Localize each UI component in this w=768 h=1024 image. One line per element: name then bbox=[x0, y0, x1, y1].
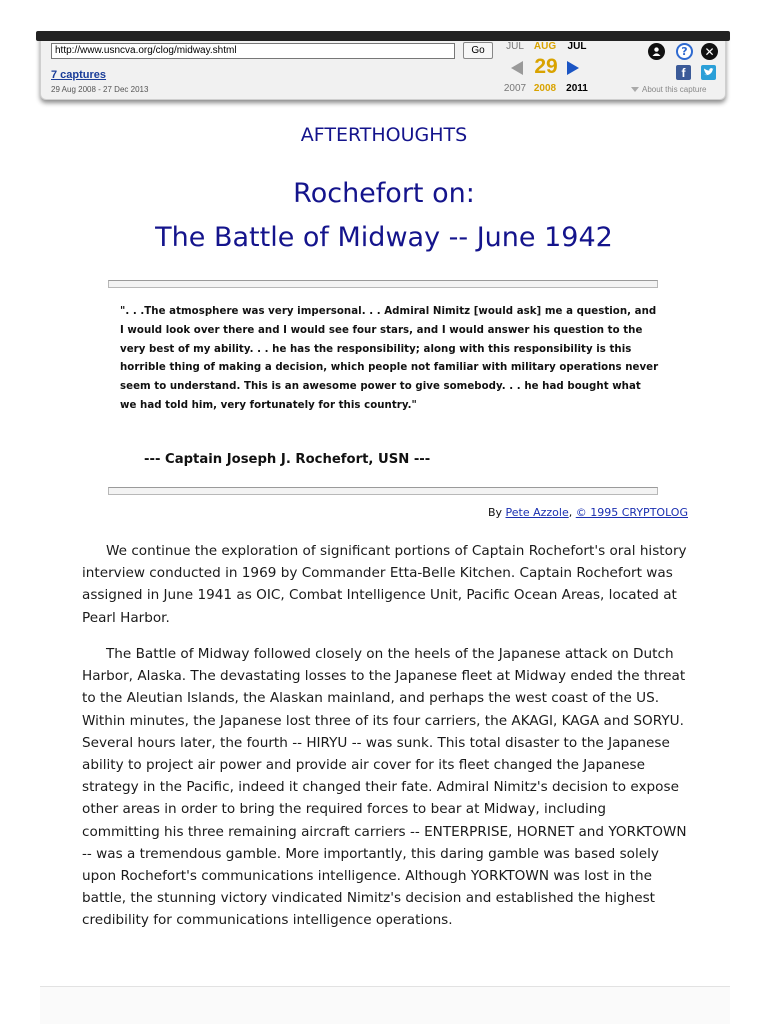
prev-year-label[interactable]: 2007 bbox=[503, 83, 527, 94]
close-icon[interactable]: ✕ bbox=[701, 43, 718, 60]
byline-separator: , bbox=[568, 506, 573, 519]
author-link[interactable]: Pete Azzole bbox=[505, 506, 569, 519]
page-title-line2: The Battle of Midway -- June 1942 bbox=[155, 222, 613, 253]
current-year-label: 2008 bbox=[533, 83, 557, 94]
divider-bottom bbox=[108, 487, 658, 495]
about-capture-label: About this capture bbox=[642, 85, 707, 94]
article-paragraph: We continue the exploration of significant portions of Captain Rochefort's oral history interview conducted in 1969 by Commander Etta-Belle Kitchen. Captain Rochefort was assigned in June 1941 as OIC, Combat Intelligence Unit, Pacific Ocean Areas, located at Pearl Harbor. bbox=[82, 543, 687, 626]
bottom-panel bbox=[40, 986, 730, 1024]
current-month-label: AUG bbox=[533, 41, 557, 52]
next-year-label[interactable]: 2011 bbox=[566, 83, 588, 94]
prev-month-label[interactable]: JUL bbox=[506, 41, 524, 52]
chevron-down-icon bbox=[631, 87, 639, 92]
rochefort-quote: ". . .The atmosphere was very impersonal. . . Admiral Nimitz [would ask] me a question, and I would look over there and I would see four stars, and I would answer his question to the very best of my ability. . . he has the responsibility; along with this responsibility is this horrible thing of making a decision, which people not familiar with military operations never seem to understand. This is an awesome power to give somebody. . . he had bought what we had told him, very fortunately for this country." bbox=[120, 306, 659, 411]
next-month-label[interactable]: JUL bbox=[567, 41, 587, 52]
prev-capture-arrow-icon[interactable] bbox=[511, 61, 523, 75]
page-title-line1: Rochefort on: bbox=[293, 178, 475, 209]
facebook-icon[interactable]: f bbox=[676, 65, 691, 80]
capture-date-range: 29 Aug 2008 - 27 Dec 2013 bbox=[51, 85, 149, 94]
byline bbox=[300, 506, 688, 519]
user-icon[interactable] bbox=[648, 43, 665, 60]
twitter-icon[interactable] bbox=[701, 65, 716, 80]
wayback-toolbar bbox=[40, 32, 726, 100]
copyright-link[interactable]: © 1995 CRYPTOLOG bbox=[575, 506, 688, 519]
url-input[interactable]: http://www.usncva.org/clog/midway.shtml bbox=[51, 43, 455, 59]
section-heading: AFTERTHOUGHTS bbox=[300, 124, 468, 146]
article-paragraph: The Battle of Midway followed closely on the heels of the Japanese attack on Dutch Harbor, Alaska. The devastating losses to the Japanese fleet at Midway ended the threat to the Aleutian Islands, the Alaskan mainland, and perhaps the west coast of the US. Within minutes, the Japanese lost three of its four carriers, the AKAGI, KAGA and SORYU. Several hours later, the fourth -- HIRYU -- was sunk. This total disaster to the Japanese ability to project air power and provide air cover for its fleet changed the Japanese strategy in the Pacific, indeed it changed their fate. Admiral Nimitz's decision to expose other areas in order to bring the required forces to bear at Midway, including committing his three remaining aircraft carriers -- ENTERPRISE, HORNET and YORKTOWN -- was a tremendous gamble. More importantly, this daring gamble was based solely upon Rochefort's communications intelligence. Although YORKTOWN was lost in the battle, the stunning victory vindicated Nimitz's decision and established the highest credibility for communications intelligence operations. bbox=[82, 646, 687, 929]
help-icon[interactable]: ? bbox=[676, 43, 693, 60]
capture-day: 29 bbox=[534, 55, 558, 78]
captures-link[interactable]: 7 captures bbox=[51, 69, 107, 81]
byline-prefix: By bbox=[487, 506, 503, 519]
about-capture-link[interactable] bbox=[631, 85, 706, 94]
next-capture-arrow-icon[interactable] bbox=[567, 61, 579, 75]
divider-top bbox=[108, 280, 658, 288]
go-button[interactable]: Go bbox=[463, 42, 493, 59]
quote-attribution: --- Captain Joseph J. Rochefort, USN --- bbox=[144, 452, 431, 467]
